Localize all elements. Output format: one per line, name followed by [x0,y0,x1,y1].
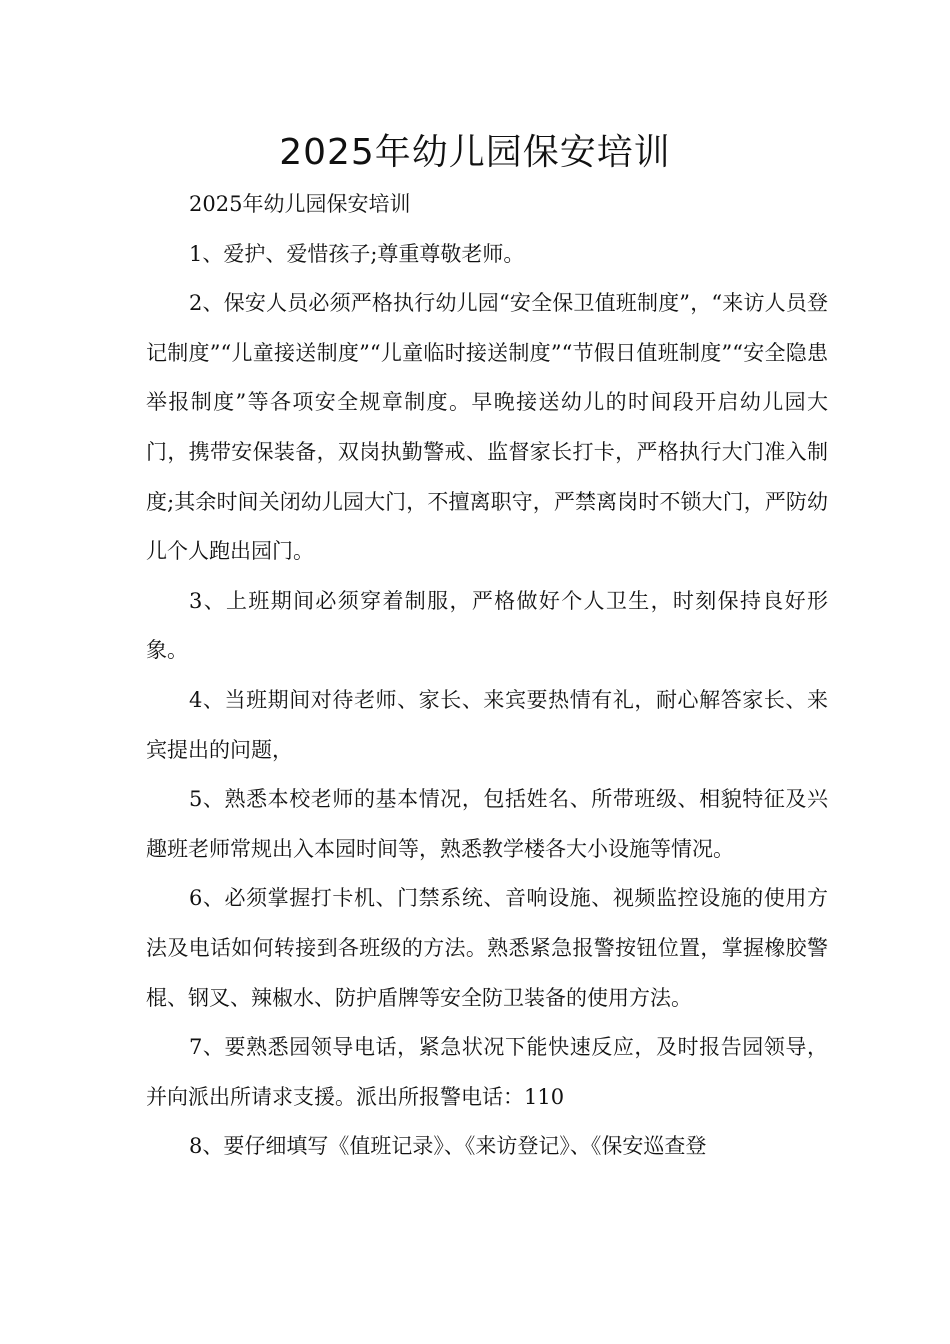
paragraph-rule-1: 1、爱护、爱惜孩子;尊重尊敬老师。 [189,241,525,266]
paragraph-rule-7: 7、要熟悉园领导电话，紧急状况下能快速反应，及时报告园领导，并向派出所请求支援。派出所报警电话：110 [146,1035,828,1109]
document-title: 2025年幼儿园保安培训 [279,132,671,173]
paragraph-rule-2: 2、保安人员必须严格执行幼儿园“安全保卫值班制度”，“来访人员登记制度”“儿童接送制度”“儿童临时接送制度”“节假日值班制度”“安全隐患举报制度”等各项安全规章制度。早晚接送幼儿的时间段开启幼儿园大门，携带安保装备，双岗执勤警戒、监督家长打卡，严格执行大门准入制度;其余时间关闭幼儿园大门，不擅离职守，严禁离岗时不锁大门，严防幼儿个人跑出园门。 [146,291,828,564]
paragraph-rule-3: 3、上班期间必须穿着制服，严格做好个人卫生，时刻保持良好形象。 [146,588,828,663]
paragraph-rule-8: 8、要仔细填写《值班记录》、《来访登记》、《保安巡查登 [189,1134,707,1159]
paragraph-rule-5: 5、熟悉本校老师的基本情况，包括姓名、所带班级、相貌特征及兴趣班老师常规出入本园时间等，熟悉教学楼各大小设施等情况。 [146,787,828,861]
document-body [146,180,828,1172]
paragraph-subtitle: 2025年幼儿园保安培训 [189,192,411,216]
paragraph-rule-4: 4、当班期间对待老师、家长、来宾要热情有礼，耐心解答家长、来宾提出的问题， [146,687,828,762]
paragraph-rule-6: 6、必须掌握打卡机、门禁系统、音响设施、视频监控设施的使用方法及电话如何转接到各班级的方法。熟悉紧急报警按钮位置，掌握橡胶警棍、钢叉、辣椒水、防护盾牌等安全防卫装备的使用方法。 [146,886,828,1010]
